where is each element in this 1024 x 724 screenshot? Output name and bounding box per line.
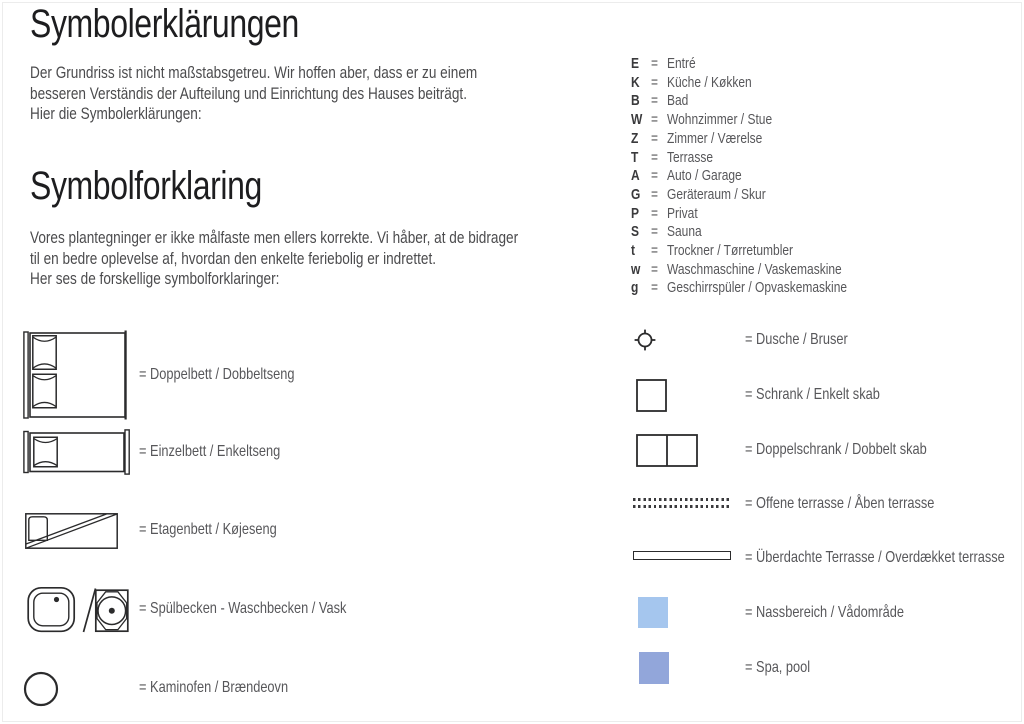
single-bed-icon [23,429,131,475]
abbreviation-row [631,111,847,130]
dotted-line [633,498,730,501]
legend-label: = Überdachte Terrasse / Overdækket terrasse [745,549,1005,566]
equals-sign: = [651,92,659,110]
equals-sign: = [651,204,659,222]
legend-label: = Einzelbett / Enkeltseng [139,443,281,460]
abbreviation-meaning: Geräteraum / Skur [667,185,766,203]
intro-line: Her ses de forskellige symbolforklaringer: [30,269,280,288]
abbreviation-letter: t [631,242,635,260]
intro-line: Der Grundriss ist nicht maßstabsgetreu. Wir hoffen aber, dass er zu einem [30,63,478,82]
equals-sign: = [651,185,659,203]
equals-sign: = [651,73,659,91]
abbreviation-row [631,167,847,186]
abbreviation-meaning: Wohnzimmer / Stue [667,111,773,129]
open-terrace-icon [633,498,730,512]
single-cabinet-icon [636,379,667,412]
page-title-danish: Symbolforklaring [30,164,262,208]
abbreviation-letter: B [631,92,640,110]
equals-sign: = [651,129,659,147]
abbreviation-row [631,92,847,111]
intro-line: besseren Verständis der Aufteilung und Einrichtung des Hauses beiträgt. [30,83,467,103]
abbreviation-letter: g [631,279,639,297]
abbreviation-list [631,55,847,298]
legend-label: = Spa, pool [745,659,811,676]
sink-washbasin-icon [27,586,130,634]
abbreviation-row [631,130,847,149]
equals-sign: = [651,279,659,297]
equals-sign: = [651,148,659,166]
abbreviation-row [631,279,847,298]
legend-label: = Kaminofen / Brændeovn [139,679,289,696]
legend-label: = Offene terrasse / Åben terrasse [745,495,935,512]
abbreviation-meaning: Auto / Garage [667,167,742,185]
abbreviation-letter: T [631,148,639,166]
spa-pool-icon [639,652,669,684]
legend-label: = Nassbereich / Vådområde [745,604,905,621]
abbreviation-meaning: Küche / Køkken [667,73,752,91]
abbreviation-letter: P [631,204,640,222]
wood-stove-icon [23,671,59,707]
abbreviation-row [631,74,847,93]
equals-sign: = [651,223,659,241]
abbreviation-row [631,223,847,242]
equals-sign: = [651,111,659,129]
equals-sign: = [651,55,659,72]
abbreviation-meaning: Privat [667,204,698,222]
page-title-german: Symbolerklärungen [30,2,299,46]
abbreviation-letter: G [631,185,641,203]
dotted-line [633,505,730,508]
legend-label: = Doppelbett / Dobbeltseng [139,366,295,383]
equals-sign: = [651,167,659,185]
intro-line: Hier die Symbolerklärungen: [30,104,202,123]
double-bed-icon [23,329,129,421]
abbreviation-meaning: Waschmaschine / Vaskemaskine [667,260,842,278]
legend-label: = Doppelschrank / Dobbelt skab [745,441,927,458]
abbreviation-meaning: Sauna [667,223,702,241]
abbreviation-row [631,55,847,74]
abbreviation-letter: K [631,73,640,91]
abbreviation-letter: Z [631,129,639,147]
intro-paragraph-german [30,63,477,125]
abbreviation-row [631,186,847,205]
abbreviation-meaning: Geschirrspüler / Opvaskemaskine [667,279,848,297]
abbreviation-row [631,149,847,168]
intro-line: til en bedre oplevelse af, hvordan den enkelte feriebolig er indrettet. [30,248,436,268]
intro-paragraph-danish [30,228,518,290]
abbreviation-meaning: Trockner / Tørretumbler [667,242,794,260]
abbreviation-row [631,205,847,224]
legend-label: = Spülbecken - Waschbecken / Vask [139,600,347,617]
intro-line: Vores plantegninger er ikke målfaste men ellers korrekte. Vi håber, at de bidrager [30,228,519,247]
equals-sign: = [651,242,659,260]
abbreviation-letter: w [631,260,641,278]
abbreviation-row [631,261,847,280]
legend-label: = Dusche / Bruser [745,331,848,348]
abbreviation-meaning: Zimmer / Værelse [667,129,763,147]
wet-area-icon [638,597,668,628]
legend-label: = Schrank / Enkelt skab [745,386,880,403]
abbreviation-meaning: Bad [667,92,689,110]
abbreviation-meaning: Entré [667,55,696,72]
covered-terrace-icon [633,551,731,560]
equals-sign: = [651,260,659,278]
abbreviation-letter: S [631,223,640,241]
abbreviation-letter: W [631,111,643,129]
double-cabinet-icon [636,434,698,467]
shower-icon [632,327,658,353]
abbreviation-meaning: Terrasse [667,148,714,166]
legend-label: = Etagenbett / Køjeseng [139,521,277,538]
abbreviation-row [631,242,847,261]
bunk-bed-icon [25,513,118,549]
abbreviation-letter: A [631,167,640,185]
abbreviation-letter: E [631,55,640,72]
